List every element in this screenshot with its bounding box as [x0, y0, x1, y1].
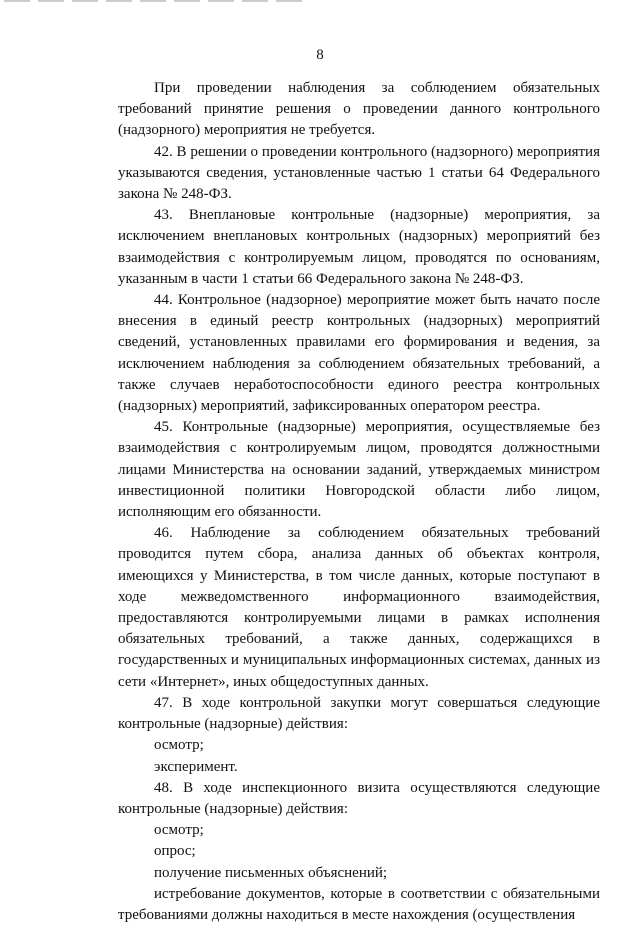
- list-item-inspection: осмотр;: [154, 737, 204, 754]
- document-body: [118, 78, 600, 926]
- paragraph-document-request: истребование документов, которые в соответствии с обязательными требованиями должны находиться в месте нахождения (осуществления: [118, 885, 600, 923]
- paragraph-47: 47. В ходе контрольной закупки могут совершаться следующие контрольные (надзорные) действия:: [118, 694, 600, 733]
- page-number: 8: [316, 47, 324, 63]
- scan-edge-artifact: [4, 0, 304, 2]
- paragraph-43: 43. Внеплановые контрольные (надзорные) мероприятия, за исключением внеплановых контрольных (надзорных) мероприятий без взаимодействия с контролируемым лицом, проводятся по основаниям, указанным в части 1 статьи 66 Федерального закона № 248-ФЗ.: [118, 207, 600, 287]
- paragraph-45: 45. Контрольные (надзорные) мероприятия, осуществляемые без взаимодействия с контролируемым лицом, проводятся должностными лицами Министерства на основании заданий, утверждаемых министром инвестиционной политики Новгородской области либо лицом, исполняющим его обязанности.: [118, 419, 600, 521]
- paragraph-42: 42. В решении о проведении контрольного (надзорного) мероприятия указываются сведения, установленные частью 1 статьи 64 Федерального закона № 248-ФЗ.: [118, 143, 600, 203]
- paragraph-observation-no-decision: При проведении наблюдения за соблюдением обязательных требований принятие решения о проведении данного контрольного (надзорного) мероприятия не требуется.: [118, 80, 600, 139]
- list-item-experiment: эксперимент.: [154, 758, 238, 775]
- list-item-written-explanations: получение письменных объяснений;: [154, 864, 388, 881]
- list-item-inspection-2: осмотр;: [154, 822, 204, 839]
- paragraph-46: 46. Наблюдение за соблюдением обязательных требований проводится путем сбора, анализа данных об объектах контроля, имеющихся у Министерства, в том числе данных, которые поступают в ходе межведомственного информационного взаимодействия, предоставляются контролируемыми лицами в рамках исполнения обязательных требований, а также данных, содержащихся в государственных и муниципальных информационных системах, данных из сети «Интернет», иных общедоступных данных.: [118, 525, 600, 690]
- paragraph-48: 48. В ходе инспекционного визита осуществляются следующие контрольные (надзорные) действия:: [118, 779, 600, 817]
- list-item-survey: опрос;: [154, 843, 196, 860]
- paragraph-44: 44. Контрольное (надзорное) мероприятие может быть начато после внесения в единый реестр контрольных (надзорных) мероприятий сведений, установленных правилами его формирования и ведения, за исключением наблюдения за соблюдением обязательных требований, а также случаев неработоспособности единого реестра контрольных (надзорных) мероприятий, зафиксированных оператором реестра.: [118, 292, 600, 415]
